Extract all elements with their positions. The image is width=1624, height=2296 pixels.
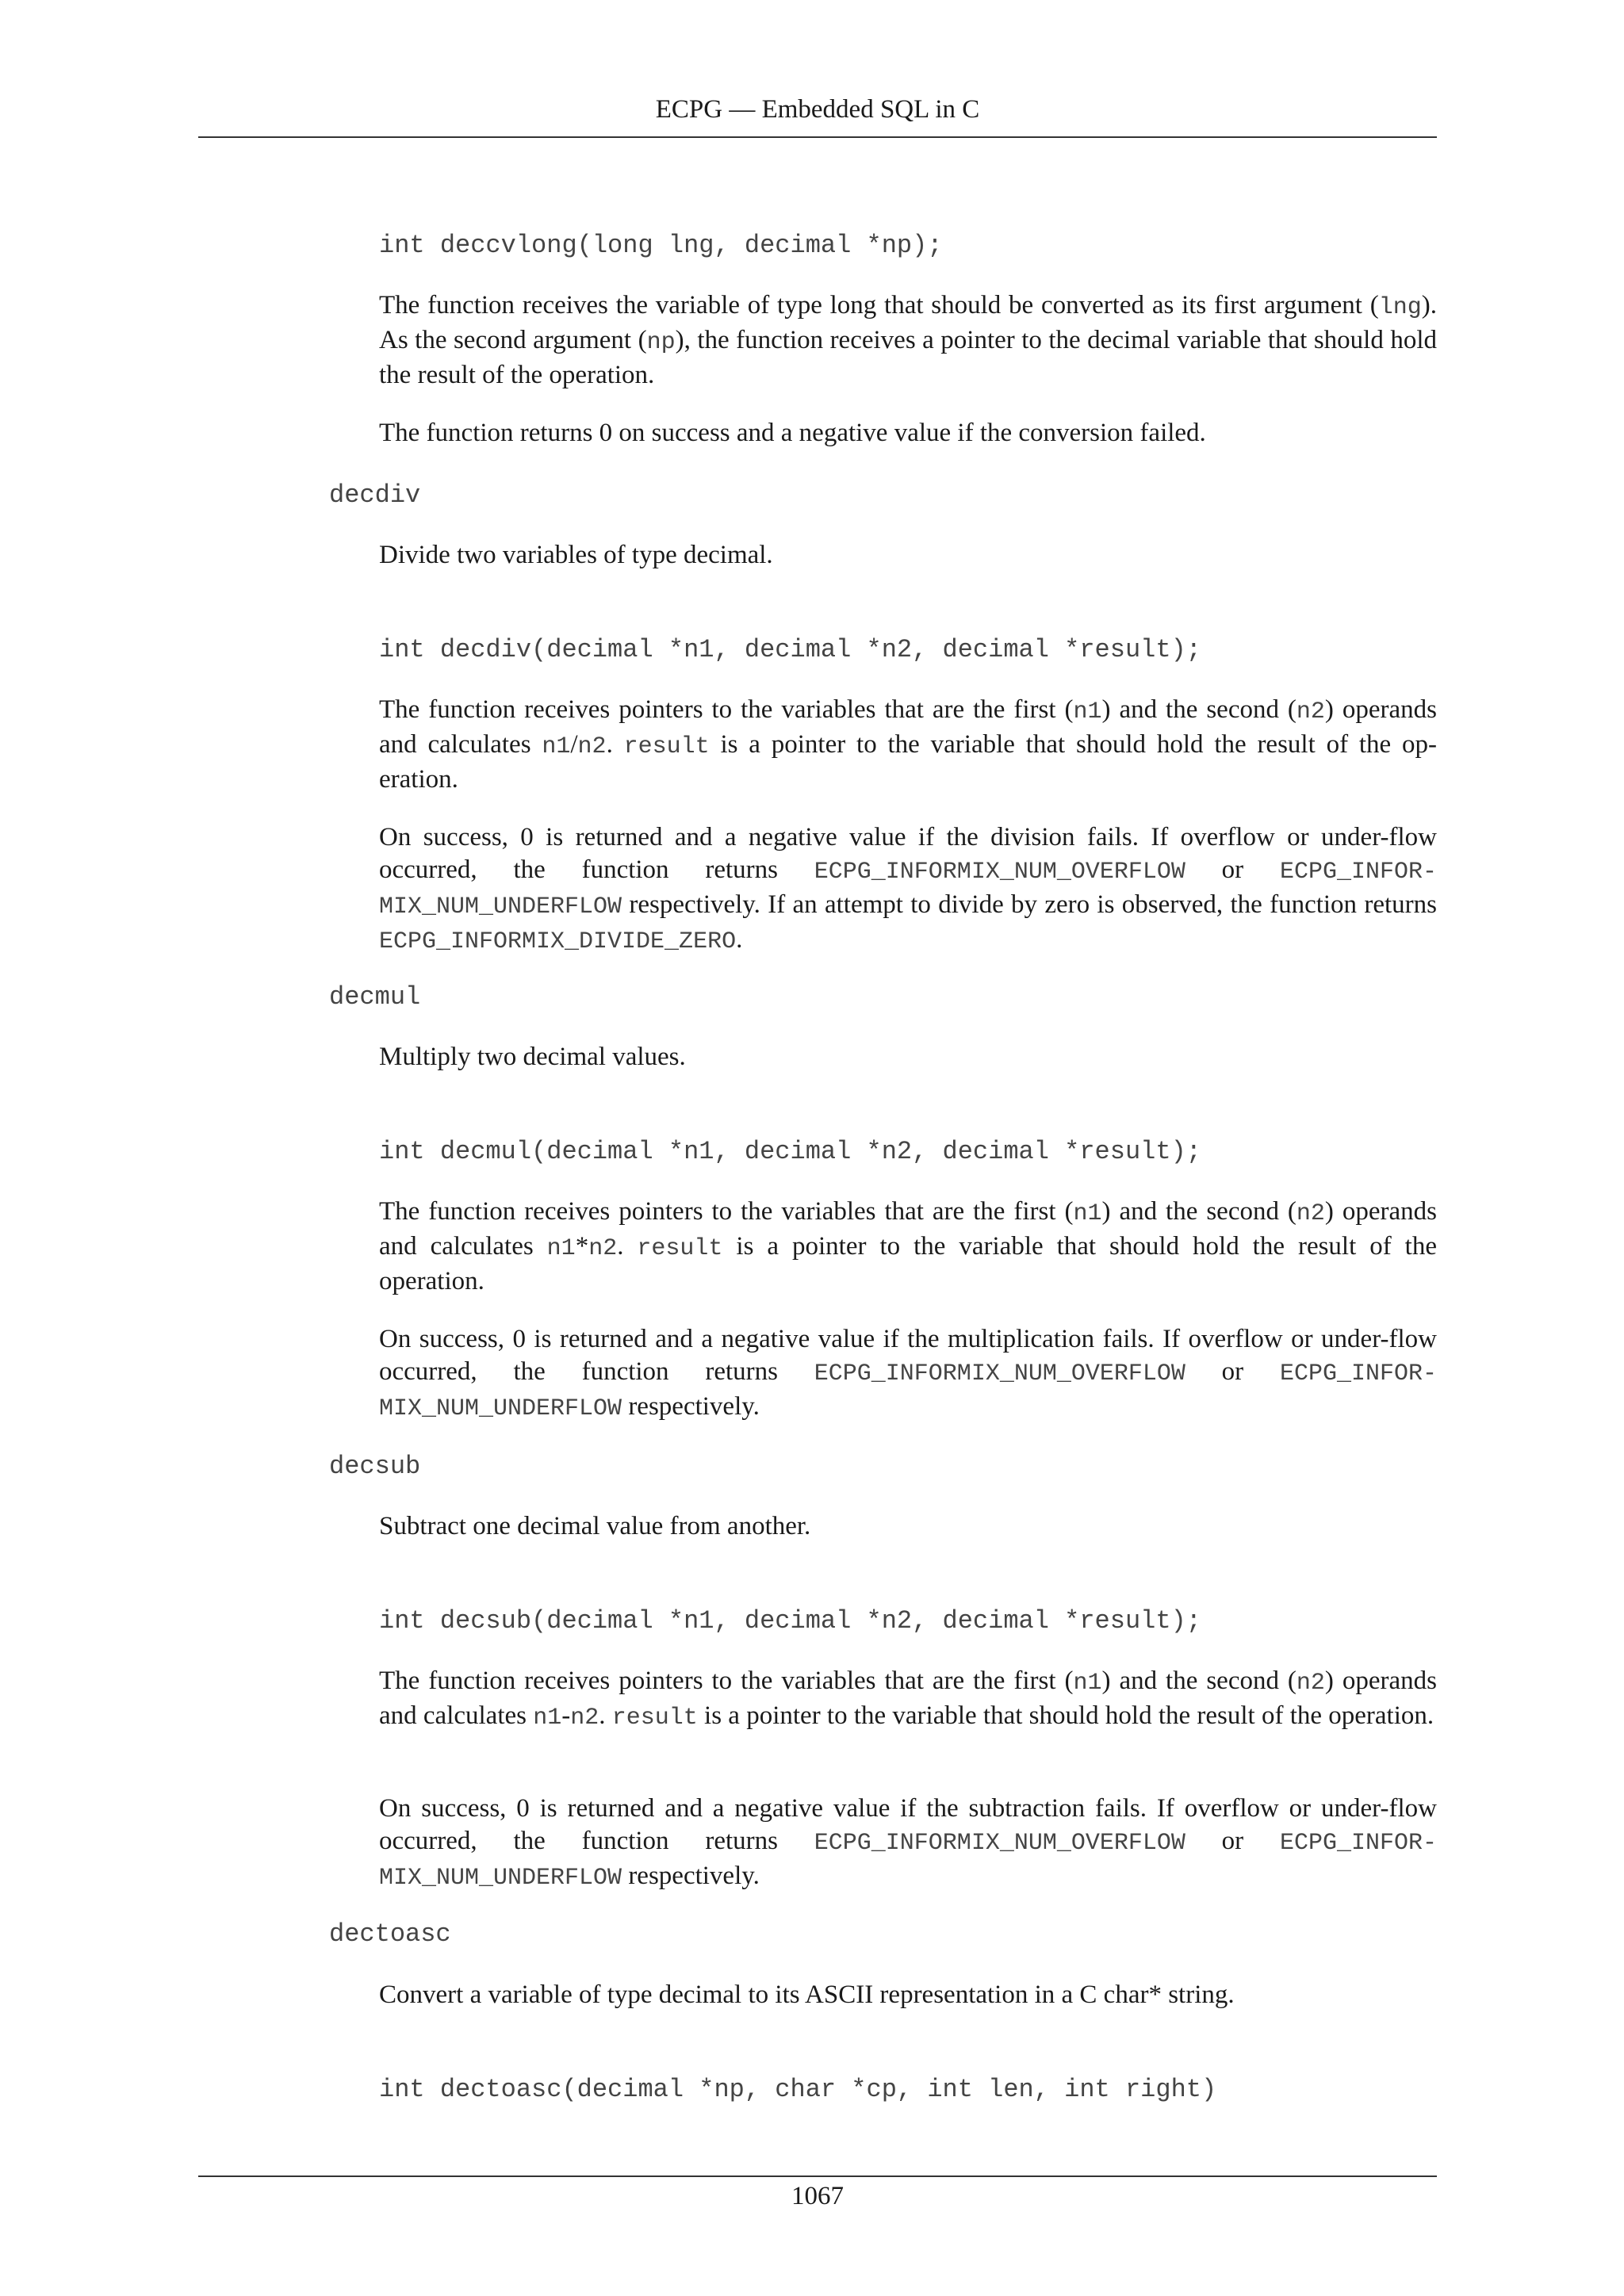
decdiv-signature: int decdiv(decimal *n1, decimal *n2, decimal *result); <box>379 635 1201 664</box>
decmul-term: decmul <box>329 982 421 1012</box>
page-number: 1067 <box>791 2182 844 2210</box>
decsub-signature: int decsub(decimal *n1, decimal *n2, decimal *result); <box>379 1606 1201 1636</box>
decsub-description: The function receives pointers to the variables that are the first (n1) and the second (n2) operands and calculates n1-n2. result is a pointer to the variable that should hold the result of the operation. <box>379 1667 1437 1732</box>
deccvlong-description: The function receives the variable of type long that should be converted as its first argument (lng). As the second argument (np), the function receives a pointer to the decimal variable that should hold the result of the operation. <box>379 291 1437 389</box>
header-rule <box>198 136 1437 138</box>
footer-rule <box>198 2175 1437 2177</box>
deccvlong-signature: int deccvlong(long lng, decimal *np); <box>379 231 943 260</box>
deccvlong-returns: The function returns 0 on success and a negative value if the conversion failed. <box>379 419 1206 447</box>
dectoasc-term: dectoasc <box>329 1919 451 1949</box>
decmul-description: The function receives pointers to the variables that are the first (n1) and the second (n2) operands and calculates n1*n2. result is a pointer to the variable that should hold the result of the operation. <box>379 1197 1438 1295</box>
decdiv-returns: On success, 0 is returned and a negative value if the division fails. If overflow or under-flow occurred, the function returns ECPG_INFORMIX_NUM_OVERFLOW or ECPG_INFOR-MIX_NUM_UNDERFLOW respectively. If an attempt to divide by zero is observed, the function returns ECPG_INFORMIX_DIVIDE_ZERO. <box>379 823 1437 955</box>
decsub-returns: On success, 0 is returned and a negative value if the subtraction fails. If overflow or under-flow occurred, the function returns ECPG_INFORMIX_NUM_OVERFLOW or ECPG_INFOR-MIX_NUM_UNDERFLOW respectively. <box>379 1794 1437 1892</box>
decmul-returns: On success, 0 is returned and a negative value if the multiplication fails. If overflow or under-flow occurred, the function returns ECPG_INFORMIX_NUM_OVERFLOW or ECPG_INFOR-MIX_NUM_UNDERFLOW respectively. <box>379 1325 1437 1422</box>
decdiv-description: The function receives pointers to the variables that are the first (n1) and the second (n2) operands and calculates n1/n2. result is a pointer to the variable that should hold the result of the op-eration. <box>379 695 1437 794</box>
decmul-summary: Multiply two decimal values. <box>379 1043 686 1071</box>
page-header: ECPG — Embedded SQL in C <box>655 95 980 124</box>
decsub-summary: Subtract one decimal value from another. <box>379 1512 811 1540</box>
decmul-signature: int decmul(decimal *n1, decimal *n2, decimal *result); <box>379 1137 1201 1166</box>
dectoasc-signature: int dectoasc(decimal *np, char *cp, int len, int right) <box>379 2075 1217 2104</box>
decsub-term: decsub <box>329 1452 421 1481</box>
dectoasc-summary: Convert a variable of type decimal to its ASCII representation in a C char* string. <box>379 1980 1235 2009</box>
decdiv-summary: Divide two variables of type decimal. <box>379 541 773 569</box>
decdiv-term: decdiv <box>329 480 421 510</box>
